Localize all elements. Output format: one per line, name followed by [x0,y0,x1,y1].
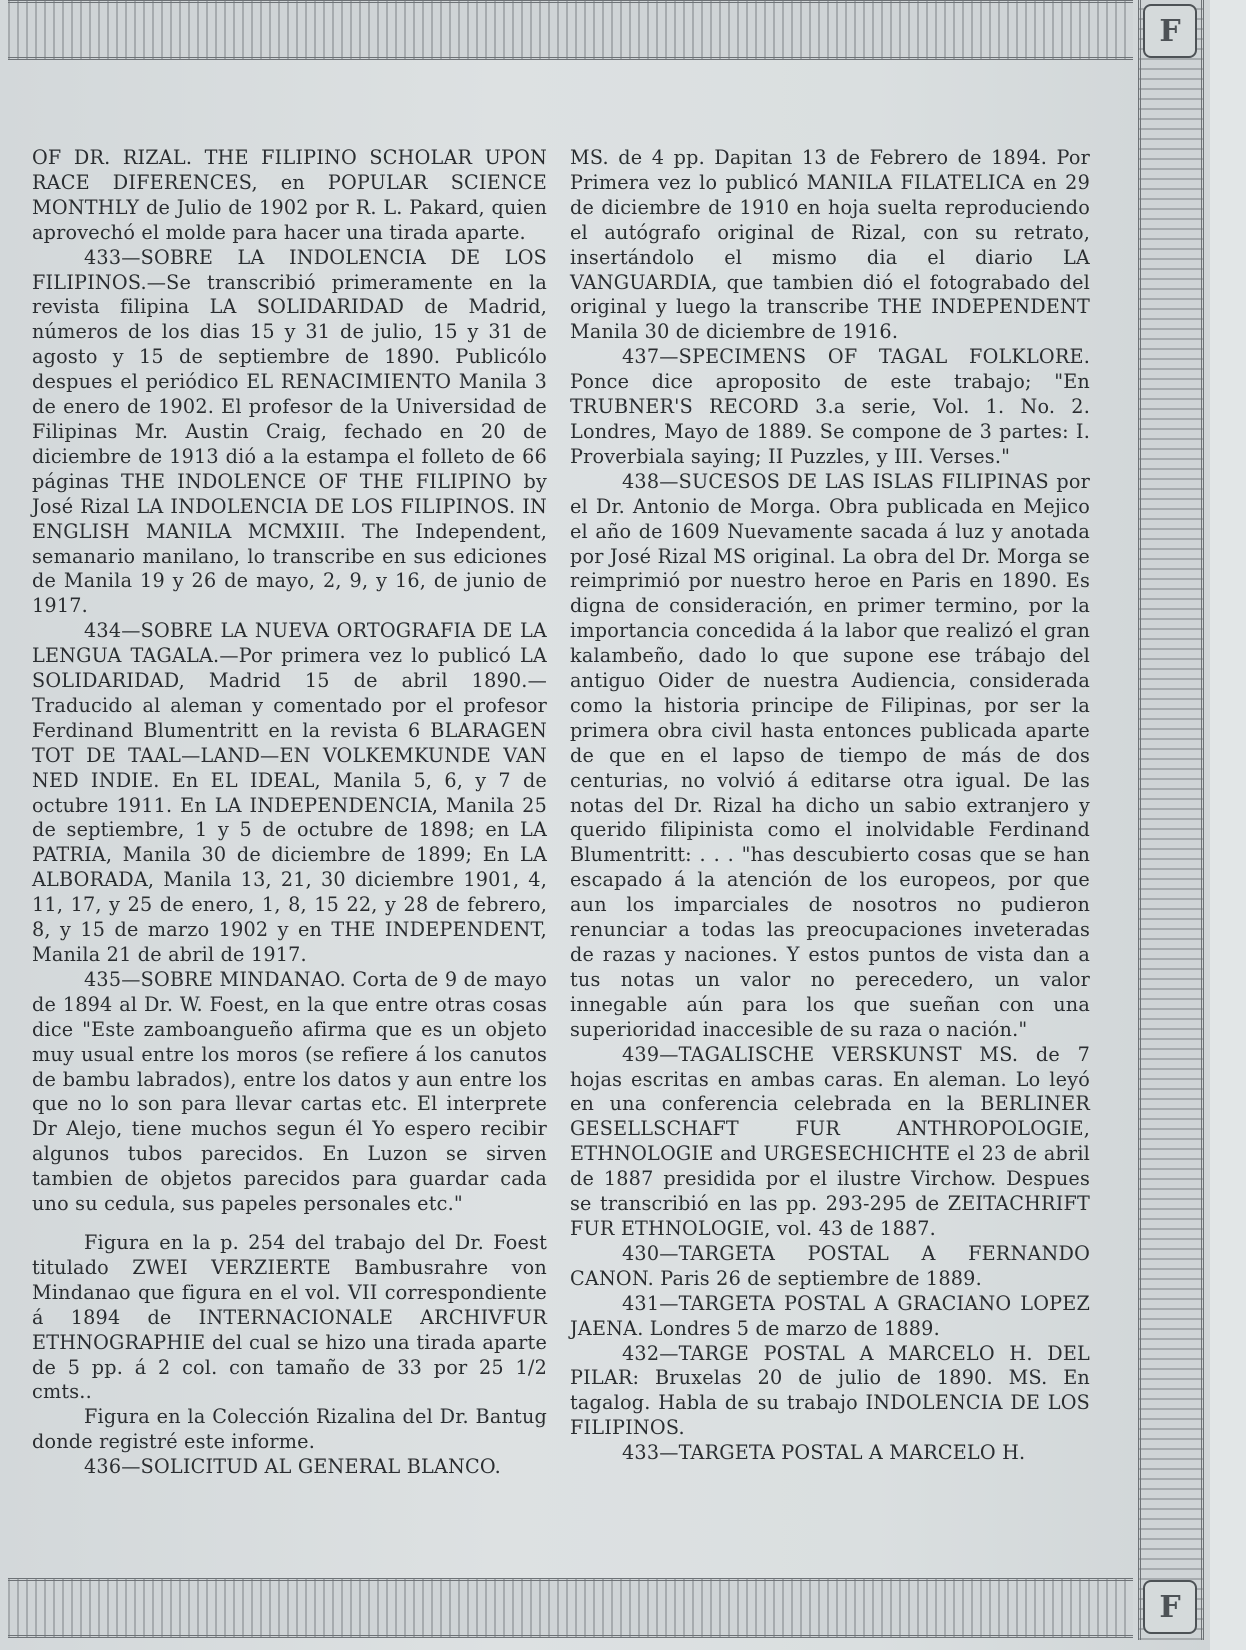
entry-paragraph: 431—TARGETA POSTAL A GRACIANO LOPEZ JAENA. Londres 5 de marzo de 1889. [570,1291,1090,1340]
entry-paragraph: MS. de 4 pp. Dapitan 13 de Febrero de 1894. Por Primera vez lo publicó MANILA FILATELICA en 29 de diciembre de 1910 en hoja suelta reproduciendo el autógrafo original de Rizal, con su retrato, insertándolo el mismo dia el diario LA VANGUARDIA, que tambien dió el fotograbado del original y luego la transcribe THE INDEPENDENT Manila 30 de diciembre de 1916. [570,146,1090,344]
entry-paragraph: 439—TAGALISCHE VERSKUNST MS. de 7 hojas escritas en ambas caras. En aleman. Lo leyó en una conferencia celebrada en la BERLINER GESELLSCHAFT FUR ANTHROPOLOGIE, ETHNOLOGIE and URGESECHICHTE el 23 de abril de 1887 presidida por el ilustre Virchow. Despues se transcribió en las pp. 293-295 de ZEITACHRIFT FUR ETHNOLOGIE, vol. 43 de 1887. [570,1042,1090,1240]
entry-paragraph: OF DR. RIZAL. THE FILIPINO SCHOLAR UPON RACE DIFERENCES, en POPULAR SCIENCE MONTHLY de Julio de 1902 por R. L. Pakard, quien aprovechó el molde para hacer una tirada aparte. [32,146,547,244]
ornamental-border-right [1138,0,1204,1640]
ornamental-border-top [8,0,1133,60]
entry-paragraph: 433—TARGETA POSTAL A MARCELO H. [622,1441,1026,1465]
entry-paragraph: Figura en la Colección Rizalina del Dr. Bantug donde registré este informe. [32,1405,547,1454]
entry-paragraph: 430—TARGETA POSTAL A FERNANDO CANON. Paris 26 de septiembre de 1889. [570,1241,1090,1290]
ornamental-border-bottom [8,1578,1133,1638]
right-text-column [570,146,1090,1466]
entry-paragraph: 436—SOLICITUD AL GENERAL BLANCO. [84,1455,501,1479]
entry-paragraph: 438—SUCESOS DE LAS ISLAS FILIPINAS por el Dr. Antonio de Morga. Obra publicada en Mejico el año de 1609 Nuevamente sacada á luz y anotada por José Rizal MS original. La obra del Dr. Morga se reimprimió por nuestro heroe en Paris en 1890. Es digna de consideración, en primer termino, por la importancia concedida á la labor que realizó el gran kalambeño, dado lo que supone ese trábajo del antiguo Oider de nuestra Audiencia, considerada como la historia principe de Filipinas, por ser la primera obra civil hasta entonces publicada aparte de que en el lapso de tiempo de más de dos centurias, no volvió á editarse otra igual. De las notas del Dr. Rizal ha dicho un sabio extranjero y querido filipinista como el inolvidable Ferdinand Blumentritt: . . . "has descubierto cosas que se han escapado á la atención de los europeos, por que aun los imparciales de nosotros no pudieron renunciar a todas las preocupaciones inveteradas de razas y naciones. Y estos puntos de vista dan a tus notas un valor no perecedero, un valor innegable aún para los que sueñan con una superioridad inaccesible de su raza o nación." [570,469,1090,1041]
entry-paragraph: 432—TARGE POSTAL A MARCELO H. DEL PILAR: Bruxelas 20 de julio de 1890. MS. En tagalog. Habla de su trabajo INDOLENCIA DE LOS FILIPINOS. [570,1341,1090,1440]
corner-ornament-top: F [1143,4,1197,58]
entry-paragraph: 437—SPECIMENS OF TAGAL FOLKLORE. Ponce dice aproposito de este trabajo; "En TRUBNER'S RECORD 3.a serie, Vol. 1. No. 2. Londres, Mayo de 1889. Se compone de 3 partes: I. Proverbiala saying; II Puzzles, y III. Verses." [570,345,1090,468]
corner-ornament-bottom: F [1143,1580,1197,1634]
entry-paragraph: 434—SOBRE LA NUEVA ORTOGRAFIA DE LA LENGUA TAGALA.—Por primera vez lo publicó LA SOLIDARIDAD, Madrid 15 de abril 1890.—Traducido al aleman y comentado por el profesor Ferdinand Blumentritt en la revista 6 BLARAGEN TOT DE TAAL—LAND—EN VOLKEMKUNDE VAN NED INDIE. En EL IDEAL, Manila 5, 6, y 7 de octubre 1911. En LA INDEPENDENCIA, Manila 25 de septiembre, 1 y 5 de octubre de 1898; en LA PATRIA, Manila 30 de diciembre de 1899; En LA ALBORADA, Manila 13, 21, 30 diciembre 1901, 4, 11, 17, y 25 de enero, 1, 8, 15 22, y 28 de febrero, 8, y 15 de marzo 1902 y en THE INDEPENDENT, Manila 21 de abril de 1917. [32,619,547,966]
left-text-column [32,146,547,1480]
entry-paragraph: 435—SOBRE MINDANAO. Corta de 9 de mayo de 1894 al Dr. W. Foest, en la que entre otras cosas dice "Este zamboangueño afirma que es un objeto muy usual entre los moros (se refiere á los canutos de bambu labrados), entre los datos y aun entre los que no lo son para llevar cartas etc. El interprete Dr Alejo, tiene muchos segun él Yo espero recibir algunos tubos parecidos. En Luzon se sirven tambien de objetos parecidos para guardar cada uno su cedula, sus papeles personales etc." [32,967,547,1216]
entry-paragraph: 433—SOBRE LA INDOLENCIA DE LOS FILIPINOS.—Se transcribió primeramente en la revista filipina LA SOLIDARIDAD de Madrid, números de los dias 15 y 31 de julio, 15 y 31 de agosto y 15 de septiembre de 1890. Publicólo despues el periódico EL RENACIMIENTO Manila 3 de enero de 1902. El profesor de la Universidad de Filipinas Mr. Austin Craig, fechado en 20 de diciembre de 1913 dió a la estampa el folleto de 66 páginas THE INDOLENCE OF THE FILIPINO by José Rizal LA INDOLENCIA DE LOS FILIPINOS. IN ENGLISH MANILA MCMXIII. The Independent, semanario manilano, lo transcribe en sus ediciones de Manila 19 y 26 de mayo, 2, 9, y 16, de junio de 1917. [32,245,547,618]
entry-paragraph: Figura en la p. 254 del trabajo del Dr. Foest titulado ZWEI VERZIERTE Bambusrahre von Mindanao que figura en el vol. VII correspondiente á 1894 de INTERNACIONALE ARCHIVFUR ETHNOGRAPHIE del cual se hizo una tirada aparte de 5 pp. á 2 col. con tamaño de 33 por 25 1/2 cmts.. [32,1230,547,1404]
page-edge [1210,0,1246,1650]
